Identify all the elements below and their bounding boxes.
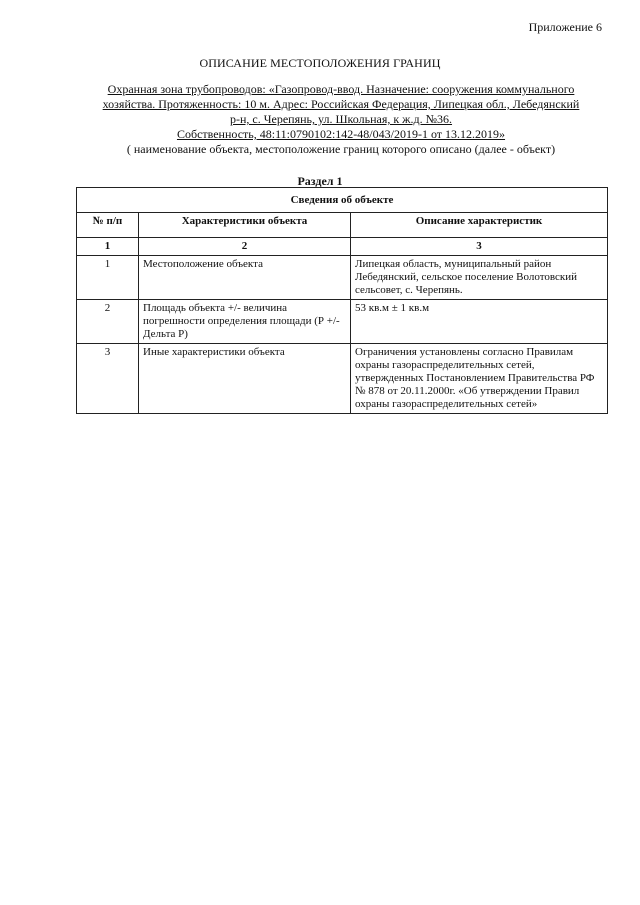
column-header-description: Описание характеристик <box>351 213 608 238</box>
row-description: Ограничения установлены согласно Правилам охраны газораспределительных сетей, утвержденных Постановлением Правительства РФ № 878 от 20.11.2000г. «Об утверждении Правил охраны газораспределительных сетей» <box>351 344 608 414</box>
column-number: 1 <box>77 238 139 256</box>
column-header-number: № п/п <box>77 213 139 238</box>
row-characteristic: Площадь объекта +/- величина погрешности определения площади (Р +/- Дельта Р) <box>139 300 351 344</box>
table-header-row <box>77 213 608 238</box>
appendix-label: Приложение 6 <box>528 20 602 34</box>
row-number: 1 <box>77 256 139 300</box>
table-row <box>77 344 608 414</box>
object-line: хозяйства. Протяженность: 10 м. Адрес: Российская Федерация, Липецкая обл., Лебедянский <box>102 97 580 111</box>
object-description <box>76 82 606 157</box>
section-title: Раздел 1 <box>297 174 343 188</box>
row-number: 2 <box>77 300 139 344</box>
row-characteristic: Иные характеристики объекта <box>139 344 351 414</box>
column-number: 3 <box>351 238 608 256</box>
table-caption: Сведения об объекте <box>77 188 608 213</box>
row-description: 53 кв.м ± 1 кв.м <box>351 300 608 344</box>
column-number-row <box>77 238 608 256</box>
object-line: Собственность, 48:11:0790102:142-48/043/2019-1 от 13.12.2019» <box>176 127 506 141</box>
document-title: ОПИСАНИЕ МЕСТОПОЛОЖЕНИЯ ГРАНИЦ <box>199 56 441 70</box>
row-description: Липецкая область, муниципальный район Лебедянский, сельское поселение Волотовский сельсовет, с. Черепянь. <box>351 256 608 300</box>
object-caption: ( наименование объекта, местоположение границ которого описано (далее - объект) <box>126 142 556 156</box>
object-info-table <box>76 187 608 414</box>
row-number: 3 <box>77 344 139 414</box>
table-row <box>77 256 608 300</box>
table-row <box>77 300 608 344</box>
column-header-characteristic: Характеристики объекта <box>139 213 351 238</box>
object-line: р-н, с. Черепянь, ул. Школьная, к ж.д. №36. <box>229 112 453 126</box>
table-caption-row <box>77 188 608 213</box>
object-line: Охранная зона трубопроводов: «Газопровод-ввод. Назначение: сооружения коммунального <box>107 82 575 96</box>
row-characteristic: Местоположение объекта <box>139 256 351 300</box>
column-number: 2 <box>139 238 351 256</box>
